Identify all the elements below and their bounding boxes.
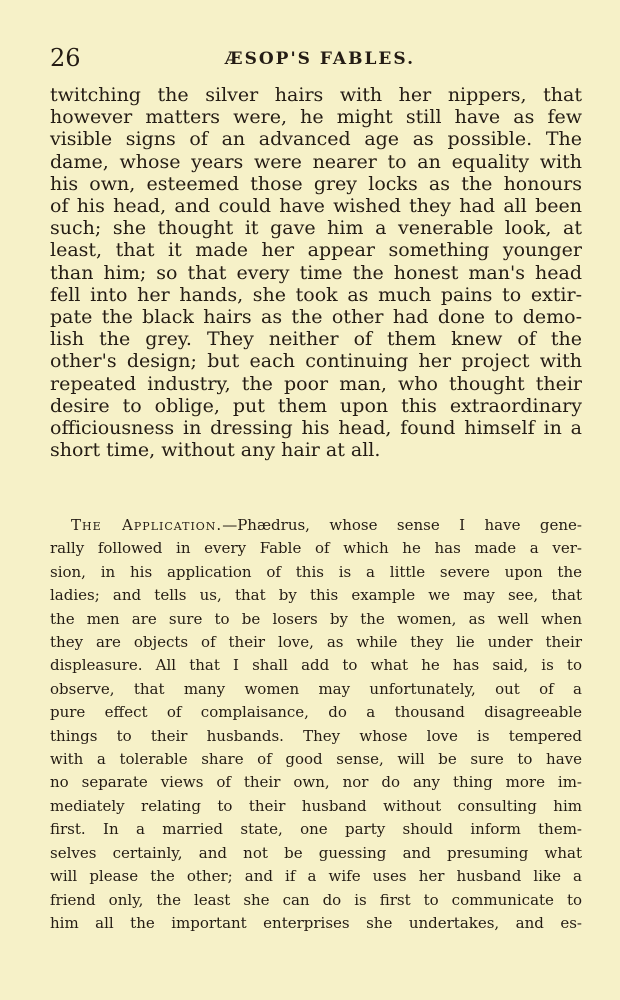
text-line: his own, esteemed those grey locks as the honours bbox=[50, 172, 582, 195]
application-line: him all the important enterprises she undertakes, and es- bbox=[50, 913, 582, 932]
application-line: no separate views of their own, nor do any thing more im- bbox=[50, 773, 582, 792]
text-line: dame, whose years were nearer to an equality with bbox=[50, 150, 582, 173]
text-line: of his head, and could have wished they had all been bbox=[50, 195, 582, 218]
text-line: other's design; but each continuing her project with bbox=[50, 350, 582, 373]
text-line: twitching the silver hairs with her nippers, that bbox=[50, 84, 582, 106]
text-line: short time, without any hair at all. bbox=[50, 439, 381, 462]
application-line: displeasure. All that I shall add to what he has said, is to bbox=[50, 656, 582, 675]
application-line: will please the other; and if a wife uses her husband like a bbox=[50, 867, 582, 886]
application-line: first. In a married state, one party should inform them- bbox=[50, 820, 582, 839]
application-line: friend only, the least she can do is first to communicate to bbox=[50, 890, 582, 909]
application-line: pure effect of complaisance, do a thousand disagreeable bbox=[50, 703, 582, 722]
text-line: than him; so that every time the honest man's head bbox=[50, 261, 582, 284]
page-number: 26 bbox=[50, 44, 81, 72]
text-line: such; she thought it gave him a venerable look, at bbox=[50, 217, 582, 240]
text-line: visible signs of an advanced age as possible. The bbox=[50, 128, 582, 151]
application-first-line bbox=[71, 514, 582, 537]
text-line: pate the black hairs as the other had done to demo- bbox=[50, 306, 582, 329]
text-line: repeated industry, the poor man, who thought their bbox=[50, 372, 582, 395]
application-line: mediately relating to their husband without consulting him bbox=[50, 796, 582, 815]
text-line: officiousness in dressing his head, found himself in a bbox=[50, 417, 582, 440]
application-heading: The Application. bbox=[71, 516, 223, 534]
application-line: sion, in his application of this is a little severe upon the bbox=[50, 562, 582, 581]
application-line: ladies; and tells us, that by this example we may see, that bbox=[50, 586, 582, 605]
application-line: things to their husbands. They whose love is tempered bbox=[50, 726, 582, 745]
application-line: they are objects of their love, as while they lie under their bbox=[50, 633, 582, 652]
application-line: rally followed in every Fable of which he has made a ver- bbox=[50, 539, 582, 558]
text-line: fell into her hands, she took as much pains to extir- bbox=[50, 283, 582, 306]
text-line: least, that it made her appear something younger bbox=[50, 239, 582, 262]
application-first-line-text: —Phædrus, whose sense I have gene- bbox=[222, 516, 582, 534]
text-line: desire to oblige, put them upon this extraordinary bbox=[50, 394, 582, 417]
application-section bbox=[50, 514, 582, 935]
application-line: selves certainly, and not be guessing and presuming what bbox=[50, 843, 582, 862]
running-head: ÆSOP'S FABLES. bbox=[225, 49, 415, 69]
application-line: with a tolerable share of good sense, will be sure to have bbox=[50, 750, 582, 769]
application-line: observe, that many women may unfortunately, out of a bbox=[50, 679, 582, 698]
text-line: lish the grey. They neither of them knew of the bbox=[50, 328, 582, 351]
text-line: however matters were, he might still have as few bbox=[50, 106, 582, 129]
application-line: the men are sure to be losers by the women, as well when bbox=[50, 609, 582, 628]
fable-text bbox=[50, 84, 582, 461]
page-header bbox=[50, 44, 590, 74]
